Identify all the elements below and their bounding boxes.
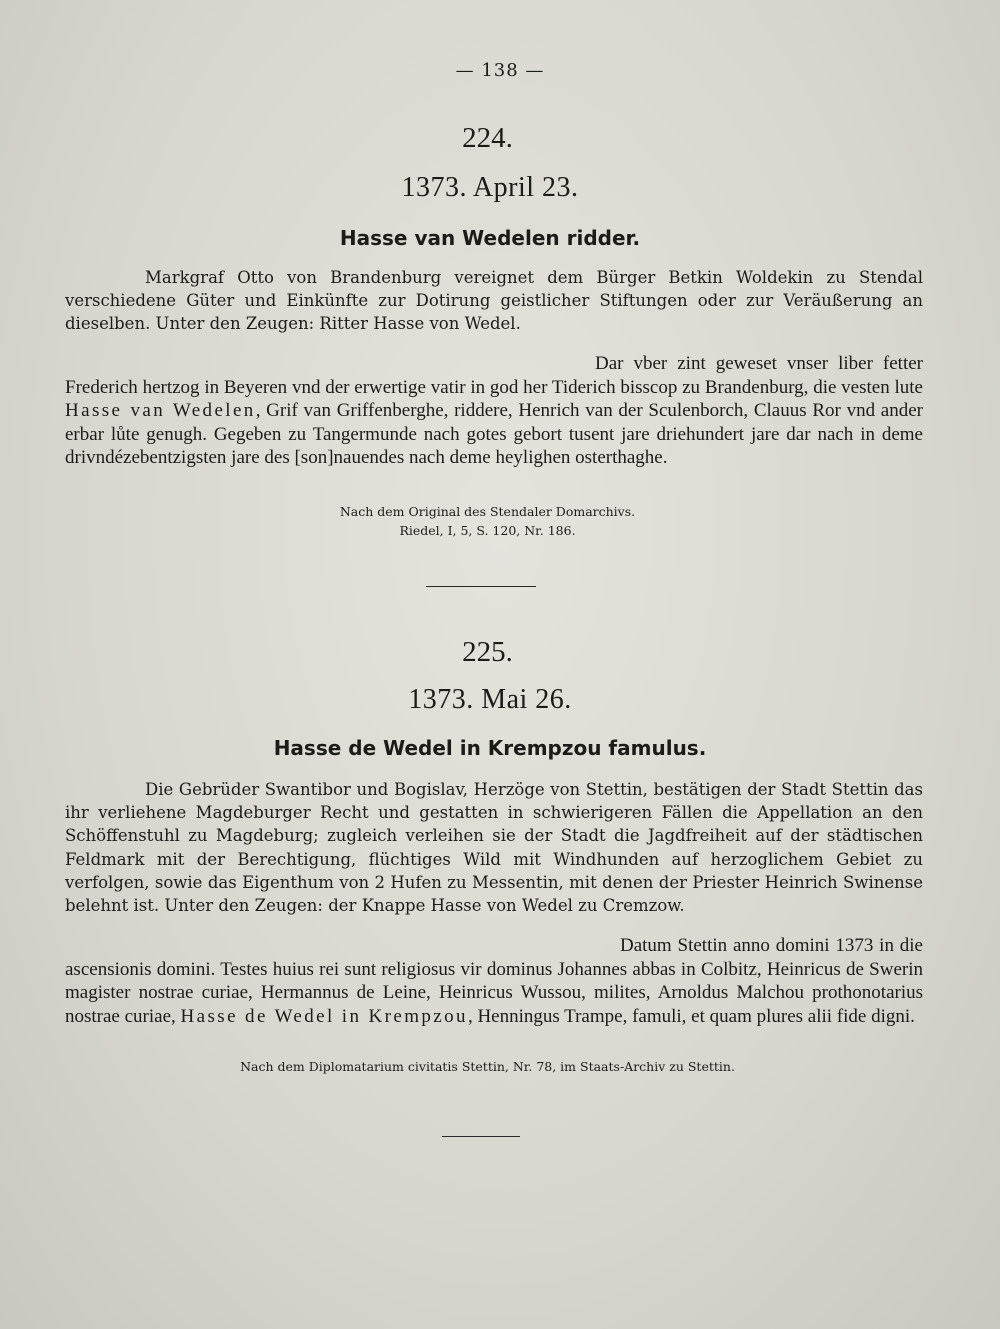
section-divider	[442, 1136, 520, 1137]
page-number: — 138 —	[455, 60, 545, 81]
entry-summary-block	[65, 778, 923, 917]
source-note: Riedel, I, 5, S. 120, Nr. 186.	[399, 523, 576, 538]
quote-text: Dar vber zint geweset vnser liber fetter Frederich hertzog in Beyeren vnd der erwertige vatir in god her Tiderich bisscop zu Brandenburg, die vesten lute	[65, 353, 923, 398]
entry-quote	[65, 352, 923, 470]
quote-text: Datum Stettin anno domini 1373 in die ascensionis domini. Testes huius rei sunt religiosus vir dominus Johannes abbas in Colbitz, Heinricus de Swerin magister nostrae curiae, Hermannus de Leine, Heinricus Wussou, milites, Arnoldus Malchou prothonotarius nostrae curiae,	[65, 935, 923, 1027]
section-divider	[426, 586, 536, 587]
quote-name: Hasse de Wedel in Krempzou	[180, 1005, 468, 1027]
quote-name: Hasse van Wedelen	[65, 400, 256, 422]
quote-text: , Henningus Trampe, famuli, et quam plures alii fide digni.	[467, 1005, 915, 1027]
entry-summary-block	[65, 266, 923, 336]
entry-title: Hasse de Wedel in Krempzou famulus.	[273, 736, 707, 760]
entry-date: 1373. April 23.	[401, 172, 579, 203]
entry-quote	[65, 934, 923, 1028]
source-note: Nach dem Diplomatarium civitatis Stettin, Nr. 78, im Staats-Archiv zu Stettin.	[240, 1059, 735, 1074]
entry-summary: Markgraf Otto von Brandenburg vereignet dem Bürger Betkin Woldekin zu Stendal verschiedene Güter und Einkünfte zur Dotirung geistlicher Stiftungen oder zur Veräußerung an dieselben. Unter den Zeugen: Ritter Hasse von Wedel.	[65, 268, 923, 334]
entry-summary: Die Gebrüder Swantibor und Bogislav, Herzöge von Stettin, bestätigen der Stadt Stettin das ihr verliehene Magdeburger Recht und gestatten in schwierigeren Fällen die Appellation an den Schöffenstuhl zu Magdeburg; zugleich verleihen sie der Stadt die Jagdfreiheit auf der städtischen Feldmark mit der Berechtigung, flüchtiges Wild mit Windhunden auf herzoglichem Gebiet zu verfolgen, sowie das Eigenthum von 2 Hufen zu Messentin, mit denen der Priester Heinrich Swinense belehnt ist. Unter den Zeugen: der Knappe Hasse von Wedel zu Cremzow.	[65, 780, 923, 916]
quote-text: , Grif van Griffenberghe, riddere, Henrich van der Sculenborch, Clauus Ror vnd ander erbar lůte genugh. Gegeben zu Tangermunde nach gotes gebort tusent jare driehundert jare dar nach in deme drivndézebentzigsten jare des [son]nauendes nach deme heylighen osterthaghe.	[65, 400, 923, 469]
entry-title: Hasse van Wedelen ridder.	[339, 226, 641, 250]
entry-quote-block	[65, 352, 923, 470]
entry-quote-block	[65, 934, 923, 1028]
entry-number: 224.	[462, 122, 513, 154]
entry-date: 1373. Mai 26.	[408, 684, 572, 715]
source-note: Nach dem Original des Stendaler Domarchivs.	[339, 504, 636, 519]
entry-number: 225.	[462, 636, 513, 668]
